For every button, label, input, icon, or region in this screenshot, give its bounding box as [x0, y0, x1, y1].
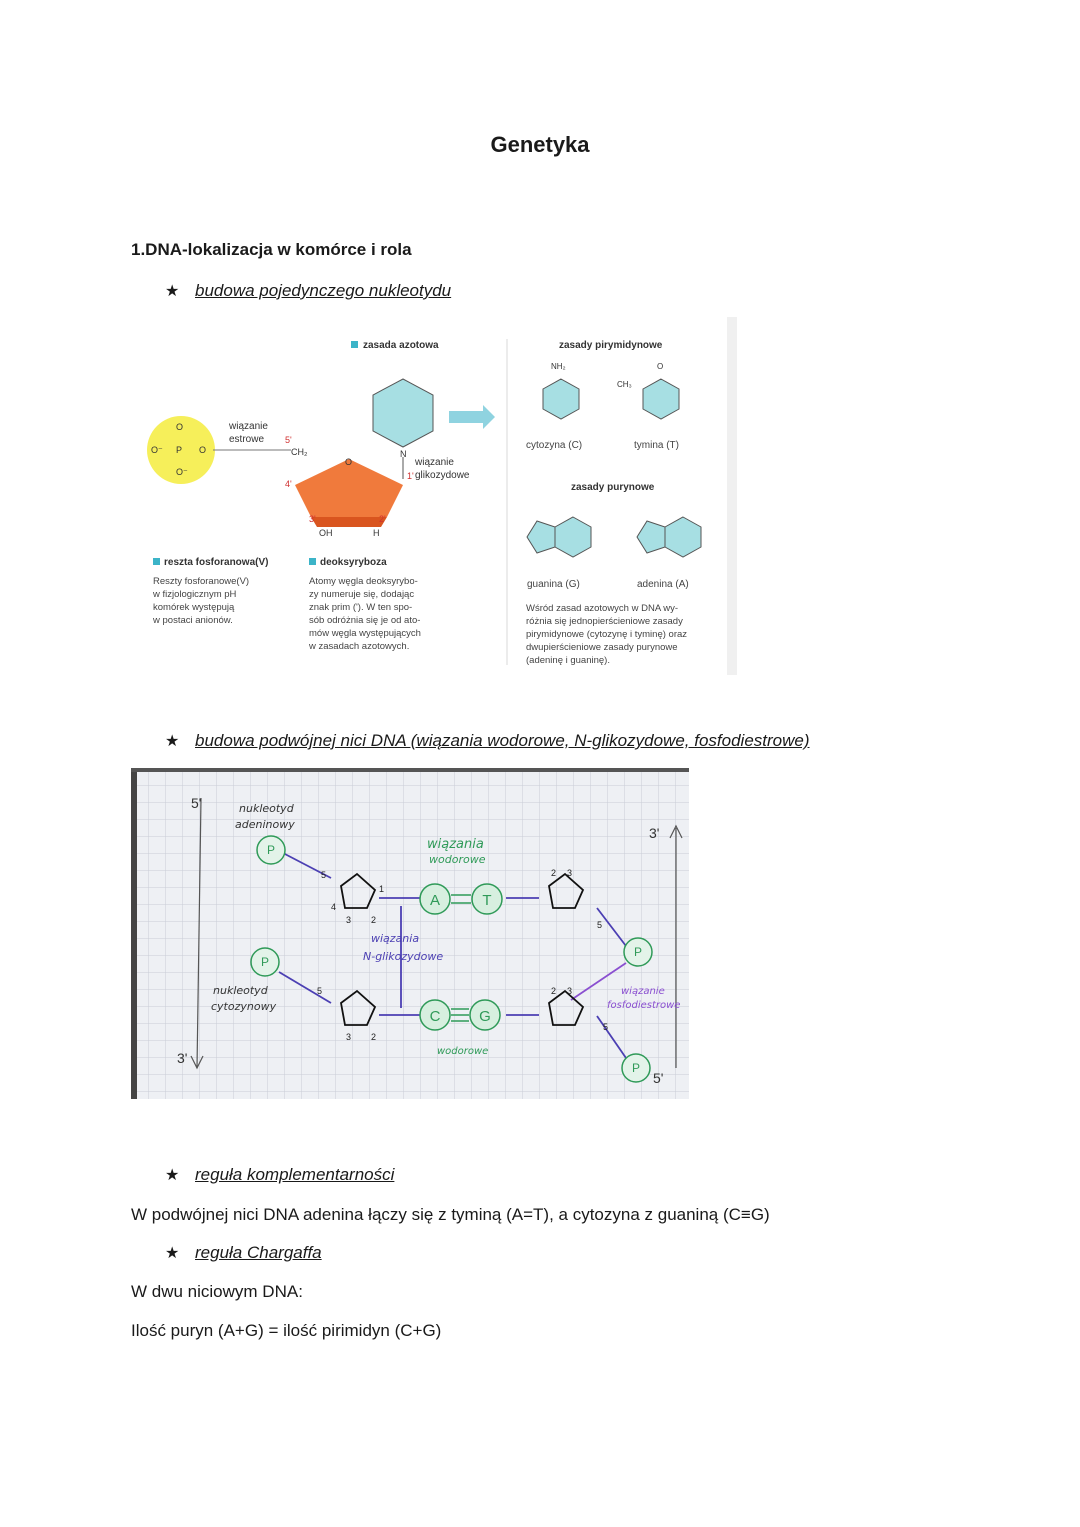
svg-text:2: 2: [551, 986, 557, 996]
svg-text:CH₃: CH₃: [617, 380, 632, 389]
svg-text:P: P: [633, 945, 643, 959]
svg-text:N: N: [400, 449, 407, 459]
svg-text:3': 3': [177, 1050, 188, 1066]
svg-text:O: O: [657, 362, 664, 371]
star-icon: ★: [165, 1167, 180, 1184]
complementarity-text: W podwójnej nici DNA adenina łączy się z tyminą (A=T), a cytozyna z guaniną (C≡G): [131, 1205, 770, 1224]
svg-text:P: P: [176, 445, 183, 455]
svg-text:O⁻: O⁻: [151, 445, 163, 455]
svg-text:C: C: [429, 1008, 441, 1025]
svg-text:O: O: [345, 457, 353, 467]
svg-text:reszta fosforanowa(V): reszta fosforanowa(V): [164, 557, 269, 568]
svg-text:3: 3: [346, 1032, 352, 1042]
svg-text:2: 2: [371, 1032, 377, 1042]
svg-text:O: O: [199, 445, 207, 455]
svg-text:5: 5: [597, 920, 603, 930]
svg-text:3': 3': [649, 825, 660, 841]
svg-text:w postaci anionów.: w postaci anionów.: [153, 615, 233, 626]
svg-text:nukleotyd: nukleotyd: [239, 802, 294, 815]
svg-text:w fizjologicznym pH: w fizjologicznym pH: [153, 589, 237, 600]
svg-text:wiązania: wiązania: [371, 932, 420, 945]
svg-text:4': 4': [285, 479, 292, 489]
chargaff-line-1: W dwu niciowym DNA:: [131, 1282, 303, 1301]
adenine-label: adenina (A): [637, 579, 689, 590]
svg-text:NH₂: NH₂: [551, 362, 566, 371]
nucleotide-figure: [131, 317, 737, 675]
svg-text:O: O: [176, 422, 184, 432]
svg-text:5': 5': [653, 1070, 664, 1086]
svg-text:P: P: [260, 955, 270, 969]
svg-text:Wśród zasad azotowych w DNA wy: Wśród zasad azotowych w DNA wy-: [526, 603, 679, 614]
page-title: Genetyka: [490, 132, 590, 157]
svg-text:2: 2: [371, 915, 377, 925]
legend-base: zasada azotowa: [363, 340, 439, 351]
svg-text:5': 5': [191, 795, 202, 811]
thymine-ring: [643, 379, 679, 419]
svg-text:estrowe: estrowe: [229, 434, 265, 445]
svg-text:zasady pirymidynowe: zasady pirymidynowe: [559, 340, 663, 351]
guanine-ring: [555, 517, 591, 557]
svg-text:mów węgla występujących: mów węgla występujących: [309, 628, 421, 639]
svg-text:CH₂: CH₂: [291, 447, 308, 457]
bullet-chargaff: ★ reguła Chargaffa: [165, 1243, 322, 1262]
guanine-label: guanina (G): [527, 579, 580, 590]
svg-text:1': 1': [407, 471, 414, 481]
svg-text:wodorowe: wodorowe: [437, 1046, 489, 1057]
svg-text:5: 5: [603, 1022, 609, 1032]
svg-text:adeninowy: adeninowy: [235, 818, 295, 831]
svg-text:3: 3: [346, 915, 352, 925]
svg-text:5: 5: [317, 986, 323, 996]
svg-text:2: 2: [551, 868, 557, 878]
cytosine-ring: [543, 379, 579, 419]
svg-text:różnia się jednopierścieniowe: różnia się jednopierścieniowe zasady: [526, 616, 683, 627]
cytosine-label: cytozyna (C): [526, 440, 583, 451]
svg-text:cytozynowy: cytozynowy: [211, 1000, 277, 1013]
chargaff-line-2: Ilość puryn (A+G) = ilość pirimidyn (C+G): [131, 1321, 442, 1340]
sugar-pentagon: [295, 459, 403, 517]
svg-text:G: G: [479, 1008, 491, 1025]
svg-text:3: 3: [567, 868, 573, 878]
svg-text:komórek występują: komórek występują: [153, 602, 235, 613]
svg-text:5': 5': [285, 435, 292, 445]
svg-text:3: 3: [567, 986, 573, 996]
section-heading: 1.DNA-lokalizacja w komórce i rola: [131, 240, 412, 259]
bullet-double-strand: ★ budowa podwójnej nici DNA (wiązania wodorowe, N-glikozydowe, fosfodiestrowe): [165, 731, 810, 750]
svg-text:O⁻: O⁻: [176, 467, 188, 477]
svg-text:A: A: [429, 892, 441, 909]
svg-text:4: 4: [331, 902, 337, 912]
star-icon: ★: [165, 1245, 180, 1262]
svg-text:P: P: [631, 1061, 641, 1075]
svg-text:zasady purynowe: zasady purynowe: [571, 482, 655, 493]
svg-text:wiązanie: wiązanie: [621, 986, 665, 997]
svg-text:zy numeruje się, dodając: zy numeruje się, dodając: [309, 589, 415, 600]
svg-text:5: 5: [321, 870, 327, 880]
star-icon: ★: [165, 283, 180, 300]
svg-text:deoksyryboza: deoksyryboza: [320, 557, 387, 568]
adenine-ring: [665, 517, 701, 557]
svg-text:H: H: [373, 528, 380, 538]
svg-text:(adeninę i guaninę).: (adeninę i guaninę).: [526, 655, 610, 666]
svg-text:znak prim ('). W ten spo-: znak prim ('). W ten spo-: [309, 602, 413, 613]
svg-text:OH: OH: [319, 528, 333, 538]
svg-text:2': 2': [379, 514, 386, 524]
svg-text:3': 3': [309, 514, 316, 524]
svg-text:nukleotyd: nukleotyd: [213, 984, 268, 997]
svg-text:wiązania: wiązania: [427, 837, 484, 852]
thymine-label: tymina (T): [634, 440, 679, 451]
svg-text:1: 1: [379, 884, 385, 894]
star-icon: ★: [165, 733, 180, 750]
svg-text:pirymidynowe (cytozynę i tymin: pirymidynowe (cytozynę i tyminę) oraz: [526, 629, 688, 640]
arrow-icon: [449, 405, 495, 429]
bullet-complementarity: ★ reguła komplementarności: [165, 1165, 395, 1184]
svg-text:sób odróżnia się je od ato-: sób odróżnia się je od ato-: [309, 615, 421, 626]
svg-text:N-glikozydowe: N-glikozydowe: [363, 950, 444, 963]
svg-text:Atomy węgla deoksyrybo-: Atomy węgla deoksyrybo-: [309, 576, 418, 587]
svg-text:glikozydowe: glikozydowe: [415, 470, 470, 481]
svg-text:Reszty fosforanowe(V): Reszty fosforanowe(V): [153, 576, 250, 587]
svg-text:wiązanie: wiązanie: [415, 457, 454, 468]
bullet-nucleotide: ★ budowa pojedynczego nukleotydu: [165, 281, 452, 300]
svg-text:P: P: [266, 843, 276, 857]
base-hexagon: [373, 379, 433, 447]
svg-text:T: T: [482, 892, 492, 909]
svg-text:wodorowe: wodorowe: [429, 853, 486, 866]
svg-text:fosfodiestrowe: fosfodiestrowe: [607, 1000, 681, 1011]
double-strand-figure: [131, 768, 689, 1099]
svg-text:w zasadach azotowych.: w zasadach azotowych.: [309, 641, 410, 652]
svg-text:wiązanie: wiązanie: [229, 421, 268, 432]
svg-text:dwupierścieniowe zasady puryno: dwupierścieniowe zasady purynowe: [526, 642, 678, 653]
